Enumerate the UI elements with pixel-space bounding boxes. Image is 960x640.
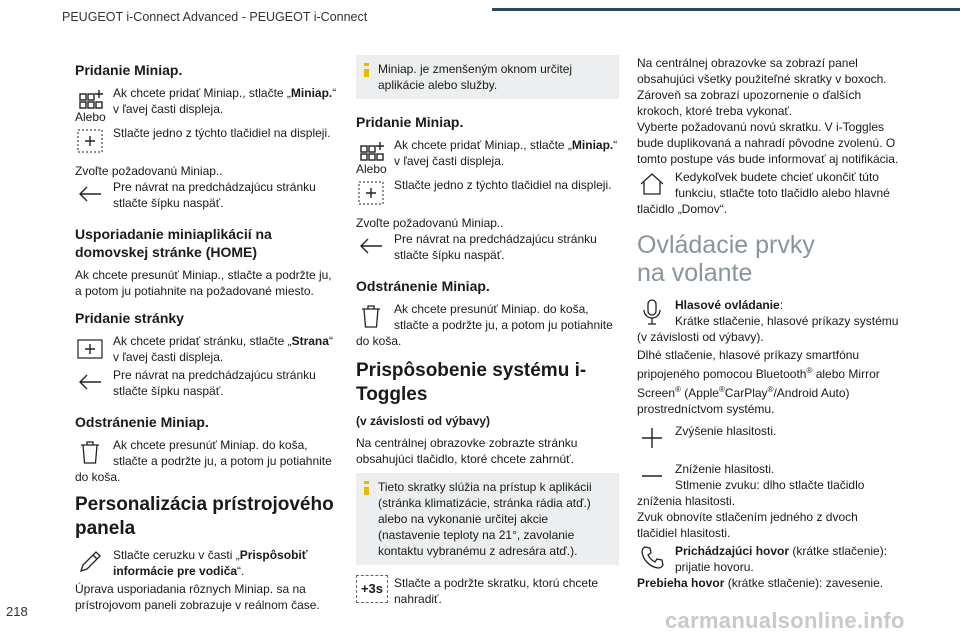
text: Stlačte a podržte skratku, ktorú chcete nahradiť. <box>394 576 599 606</box>
registered-mark: ® <box>767 385 774 394</box>
heading-line: na volante <box>637 259 753 287</box>
text-bold: Strana <box>291 334 329 348</box>
heading-odstranenie: Odstránenie Miniap. <box>75 414 209 430</box>
text: “ v ľavej časti displeja. <box>113 86 337 116</box>
step-phone <box>637 543 899 591</box>
step-press-button <box>356 177 619 213</box>
text: CarPlay <box>724 386 768 400</box>
page-number: 218 <box>6 604 28 619</box>
add-dashed-icon <box>75 125 105 155</box>
watermark: carmanualsonline.info <box>665 608 905 633</box>
text: Pre návrat na predchádzajúcu stránku stlačte šípku naspäť. <box>394 232 597 262</box>
registered-mark: ® <box>718 385 725 394</box>
heading-ovladacie-prvky <box>637 231 899 287</box>
heading-usporiadanie: Usporiadanie miniaplikácií na domovskej stránke (HOME) <box>75 226 272 260</box>
text-bold: Prichádzajúci hovor <box>675 544 790 558</box>
note-text: Miniap. je zmenšeným oknom určitej aplikácie alebo služby. <box>378 62 573 92</box>
heading-pridanie-miniap: Pridanie Miniap. <box>356 114 464 130</box>
text-bold: Miniap. <box>290 86 333 100</box>
step-volume-up <box>637 423 899 459</box>
column-2 <box>356 55 619 613</box>
header-title: PEUGEOT i-Connect Advanced - PEUGEOT i-Connect <box>62 10 368 24</box>
paragraph-panel: Na centrálnej obrazovke sa zobrazí panel obsahujúci všetky použiteľné skratky v boxoch. Zároveň sa zobrazí upozornenie o ďalších krokoch, ktoré treba vykonať. <box>637 56 887 118</box>
column-3 <box>637 55 899 593</box>
text-bold: Prispôsobiť informácie pre vodiča <box>113 548 308 578</box>
text: Stlačte ceruzku v časti „ <box>113 548 240 562</box>
text: Kedykoľvek budete chcieť ukončiť túto funkciu, stlačte toto tlačidlo alebo hlavné <box>675 170 890 200</box>
text: “ v ľavej časti displeja. <box>113 334 333 364</box>
text: (krátke stlačenie): zavesenie. <box>724 576 884 590</box>
heading-pridanie-miniap: Pridanie Miniap. <box>75 62 183 78</box>
step-shortcut <box>356 575 619 611</box>
paragraph-uprava: Úprava usporiadania rôznych Miniap. sa na prístrojovom paneli zobrazuje v reálnom čase. <box>75 582 320 612</box>
text: : <box>779 298 784 312</box>
trash-icon <box>75 437 105 467</box>
back-arrow-icon <box>75 367 105 397</box>
text: Ak chcete pridať stránku, stlačte „ <box>113 334 292 348</box>
heading-zavislosti: (v závislosti od výbavy) <box>356 414 491 428</box>
heading-line: Ovládacie prvky <box>637 231 815 259</box>
text: (krátke stlačenie): prijatie hovoru. <box>675 544 888 574</box>
step-delete <box>356 301 619 349</box>
info-note <box>356 55 619 99</box>
info-note <box>356 473 619 565</box>
text: Pre návrat na predchádzajúcu stránku stlačte šípku naspäť. <box>113 368 316 398</box>
icon-label: +3s <box>360 581 384 596</box>
text: Ak chcete pridať Miniap., stlačte „ <box>394 138 572 152</box>
text-bold: Miniap. <box>571 138 614 152</box>
text: Ak chcete presunúť Miniap. do koša, stlačte a podržte ju, a potom ju potiahnite <box>113 438 332 468</box>
add-page-icon <box>75 333 105 363</box>
trash-icon <box>356 301 386 331</box>
page-header <box>0 0 960 40</box>
text: alebo Mirror Screen <box>637 367 880 400</box>
text: Krátke stlačenie, hlasové príkazy systému <box>675 314 899 328</box>
heading-personalizacia: Personalizácia prístrojového panela <box>75 494 334 539</box>
text: Zvuk obnovíte stlačením jedného z dvoch tlačidiel hlasitosti. <box>637 510 858 540</box>
text: Ak chcete pridať Miniap., stlačte „ <box>113 86 291 100</box>
header-accent-bar <box>492 8 960 11</box>
alebo-label: Alebo <box>356 162 387 176</box>
text: “. <box>237 564 245 578</box>
back-arrow-icon <box>356 231 386 261</box>
text: Stlačte jedno z týchto tlačidiel na displeji. <box>113 126 331 140</box>
add-dashed-icon <box>356 177 386 207</box>
heading-odstranenie: Odstránenie Miniap. <box>356 278 490 294</box>
text: do koša. <box>75 470 121 484</box>
heading-itoggles: Prispôsobenie systému i-Toggles <box>356 360 587 405</box>
text: Zvýšenie hlasitosti. <box>675 424 777 438</box>
alebo-label: Alebo <box>75 110 106 124</box>
phone-icon <box>637 543 667 573</box>
text: Pre návrat na predchádzajúcu stránku stlačte šípku naspäť. <box>113 180 316 210</box>
zvolte-label: Zvoľte požadovanú Miniap.. <box>75 164 223 178</box>
step-delete <box>75 437 337 485</box>
paragraph-centralnej: Na centrálnej obrazovke zobrazte stránku obsahujúci tlačidlo, ktoré chcete zahrnúť. <box>356 436 578 466</box>
minus-icon <box>637 461 667 491</box>
column-1 <box>75 55 337 619</box>
text: Zníženie hlasitosti. <box>675 462 775 476</box>
paragraph-usporiadanie: Ak chcete presunúť Miniap., stlačte a podržte ju, a potom ju potiahnite na požadované miesto. <box>75 268 332 298</box>
step-press-button <box>75 125 337 161</box>
pencil-icon <box>75 547 105 577</box>
miniap-grid-icon <box>75 85 105 115</box>
paragraph-dlhe <box>637 347 899 417</box>
zvolte-label: Zvoľte požadovanú Miniap.. <box>356 216 504 230</box>
step-volume-down <box>637 461 899 541</box>
home-icon <box>637 169 667 199</box>
paragraph-vyberte: Vyberte požadovanú novú skratku. V i-Toggles bude duplikovaná a nahradí pôvodne zvolenú. O tomto postupe vás bude informovať aj notifikácia. <box>637 120 899 166</box>
note-text: Tieto skratky slúžia na prístup k aplikácii (stránka klimatizácie, stránka rádia atď.) alebo na vykonanie určitej akcie (nastavenie teploty na 21°, zavolanie kontaktu vybranému z adresára atď.). <box>378 480 592 558</box>
text: Stlačte jedno z týchto tlačidiel na displeji. <box>394 178 612 192</box>
step-add-page <box>75 333 337 365</box>
text: do koša. <box>356 334 402 348</box>
step-pencil <box>75 547 337 583</box>
registered-mark: ® <box>675 385 681 394</box>
step-home <box>637 169 899 217</box>
step-back <box>356 231 619 267</box>
text: (v závislosti od výbavy). <box>637 330 764 344</box>
registered-mark: ® <box>806 366 813 375</box>
microphone-icon <box>637 297 667 327</box>
text: “ v ľavej časti displeja. <box>394 138 618 168</box>
text: Stlmenie zvuku: dlho stlačte tlačidlo <box>675 478 865 492</box>
text: /Android Auto) prostredníctvom systému. <box>637 386 850 416</box>
step-voice <box>637 297 899 345</box>
text: tlačidlo „Domov“. <box>637 202 728 216</box>
back-arrow-icon <box>75 179 105 209</box>
step-back-2 <box>75 367 337 403</box>
text: zníženia hlasitosti. <box>637 494 736 508</box>
text-bold: Hlasové ovládanie <box>675 298 780 312</box>
step-add-miniap <box>75 85 337 121</box>
text: Dlhé stlačenie, hlasové príkazy smartfónu pripojeného pomocou Bluetooth <box>637 348 860 381</box>
text: Ak chcete presunúť Miniap. do koša, stlačte a podržte ju, a potom ju potiahnite <box>394 302 613 332</box>
step-back <box>75 179 337 215</box>
plus-icon <box>637 423 667 453</box>
info-icon <box>364 481 369 497</box>
step-add-miniap <box>356 137 619 173</box>
heading-pridanie-stranky: Pridanie stránky <box>75 310 184 326</box>
plus-3s-icon <box>356 575 388 603</box>
text-bold: Prebieha hovor <box>637 576 725 590</box>
info-icon <box>364 63 369 79</box>
text: (Apple <box>680 386 719 400</box>
miniap-grid-icon <box>356 137 386 167</box>
